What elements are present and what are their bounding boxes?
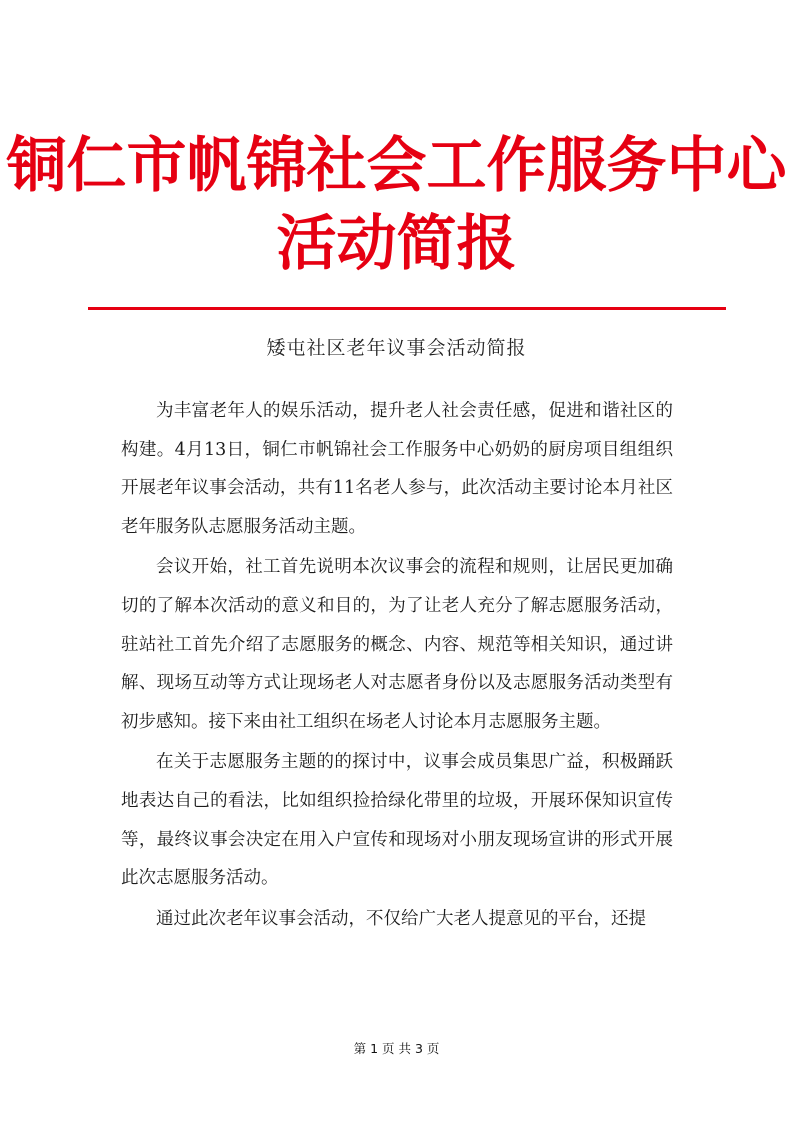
bulletin-heading: 活动简报 (276, 209, 517, 279)
paragraph-1: 为丰富老年人的娱乐活动，提升老人社会责任感，促进和谐社区的构建。4月13日，铜仁市帆锦社会工作服务中心奶奶的厨房项目组组织开展老年议事会活动，共有11名老人参与，此次活动主要讨论本月社区老年服务队志愿服务活动主题。 (121, 401, 673, 537)
document-title: 矮屯社区老年议事会活动简报 (266, 337, 527, 359)
page-number: 第 1 页 共 3 页 (353, 1041, 440, 1056)
red-divider-rule (88, 307, 726, 310)
paragraph-3: 在关于志愿服务主题的的探讨中，议事会成员集思广益，积极踊跃地表达自己的看法，比如组织捡拾绿化带里的垃圾，开展环保知识宣传等，最终议事会决定在用入户宣传和现场对小朋友现场宣讲的形式开展此次志愿服务活动。 (121, 752, 673, 889)
paragraph-4: 通过此次老年议事会活动，不仅给广大老人提意见的平台，还提 (156, 908, 646, 929)
paragraph-2: 会议开始，社工首先说明本次议事会的流程和规则，让居民更加确切的了解本次活动的意义和目的，为了让老人充分了解志愿服务活动，驻站社工首先介绍了志愿服务的概念、内容、规范等相关知识，通过讲解、现场互动等方式让现场老人对志愿者身份以及志愿服务活动类型有初步感知。接下来由社工组织在场老人讨论本月志愿服务主题。 (121, 557, 673, 732)
organization-name: 铜仁市帆锦社会工作服务中心 (6, 131, 787, 201)
document-body (121, 392, 673, 940)
